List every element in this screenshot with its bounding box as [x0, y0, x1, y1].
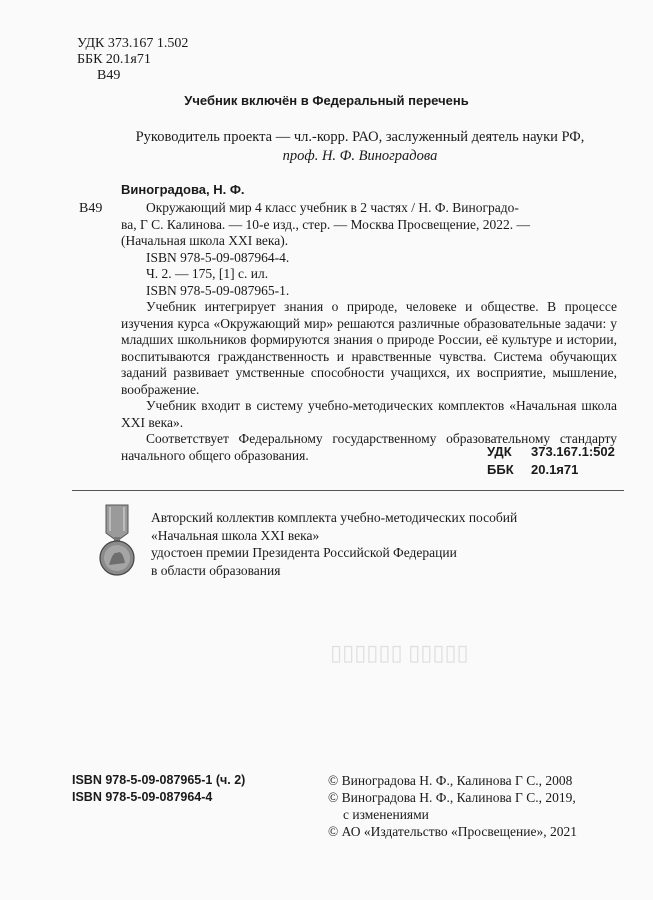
annotation-paragraph: Учебник интегрирует знания о природе, человеке и обществе. В процессе изучения курса «Окружающий мир» решаются различные образовательные задачи: у младших школьников формируются знания о природе России, её культуре и истории, воспитываются гражданственность и нравственные чувства. Система обучающих заданий развивает умственные способности учащихся, их восприятие, мышление, воображение.: [121, 299, 617, 397]
copyright-line: © Виноградова Н. Ф., Калинова Г С., 2019,: [328, 790, 576, 805]
card-line: Ч. 2. — 175, [1] с. ил.: [146, 266, 269, 281]
project-leader-name: проф. Н. Ф. Виноградова: [282, 148, 438, 164]
project-leader-line: Руководитель проекта — чл.-корр. РАО, заслуженный деятель науки РФ,: [135, 129, 585, 145]
card-line: Окружающий мир 4 класс учебник в 2 частях / Н. Ф. Виноградо-: [146, 200, 519, 215]
catalog-card: [121, 200, 617, 464]
author-mark: В49: [97, 68, 121, 83]
show-through-title: ▯▯▯▯▯ ▯▯▯▯▯▯: [330, 640, 469, 665]
udk-code: УДК 373.167 1.502: [77, 36, 189, 51]
classification-codes: [77, 36, 188, 84]
bbk-label: ББК: [487, 462, 514, 477]
copyright-line: © АО «Издательство «Просвещение», 2021: [328, 824, 577, 839]
award-line: удостоен премии Президента Российской Федерации: [151, 545, 457, 560]
udk-value: 373.167.1:502: [531, 444, 615, 459]
award-line: в области образования: [151, 562, 281, 578]
card-codes: [487, 443, 615, 479]
udk-label: УДК: [487, 444, 512, 459]
card-line: ISBN 978-5-09-087964-4.: [146, 249, 290, 265]
card-author-mark: В49: [79, 201, 103, 216]
isbn-block: [72, 772, 245, 806]
award-line: «Начальная школа XXI века»: [151, 527, 320, 543]
divider: [72, 490, 624, 491]
card-line: ISBN 978-5-09-087965-1.: [146, 282, 290, 298]
isbn-line: ISBN 978-5-09-087964-4: [72, 790, 213, 804]
award-line: Авторский коллектив комплекта учебно-методических пособий: [151, 510, 518, 525]
copyright-line: с изменениями: [343, 807, 429, 822]
card-line: (Начальная школа XXI века).: [121, 233, 289, 248]
federal-list-note: Учебник включён в Федеральный перечень: [184, 93, 469, 108]
project-leader: [100, 128, 620, 166]
card-line: ва, Г С. Калинова. — 10-е изд., стер. — Москва Просвещение, 2022. —: [121, 216, 531, 232]
medal-icon: [98, 503, 136, 577]
bbk-code: ББК 20.1я71: [77, 52, 151, 67]
isbn-line: ISBN 978-5-09-087965-1 (ч. 2): [72, 773, 246, 787]
copyright-line: © Виноградова Н. Ф., Калинова Г С., 2008: [328, 773, 573, 788]
annotation-paragraph: Учебник входит в систему учебно-методических комплектов «Начальная школа XXI века».: [121, 398, 617, 430]
award-text: [151, 509, 517, 579]
bbk-value: 20.1я71: [531, 462, 579, 477]
annotation-paragraph: Соответствует Федеральному государственному образовательному стандарту начального общего образования.: [121, 431, 617, 463]
card-author: Виноградова, Н. Ф.: [121, 182, 245, 197]
copyright-block: [328, 772, 577, 840]
